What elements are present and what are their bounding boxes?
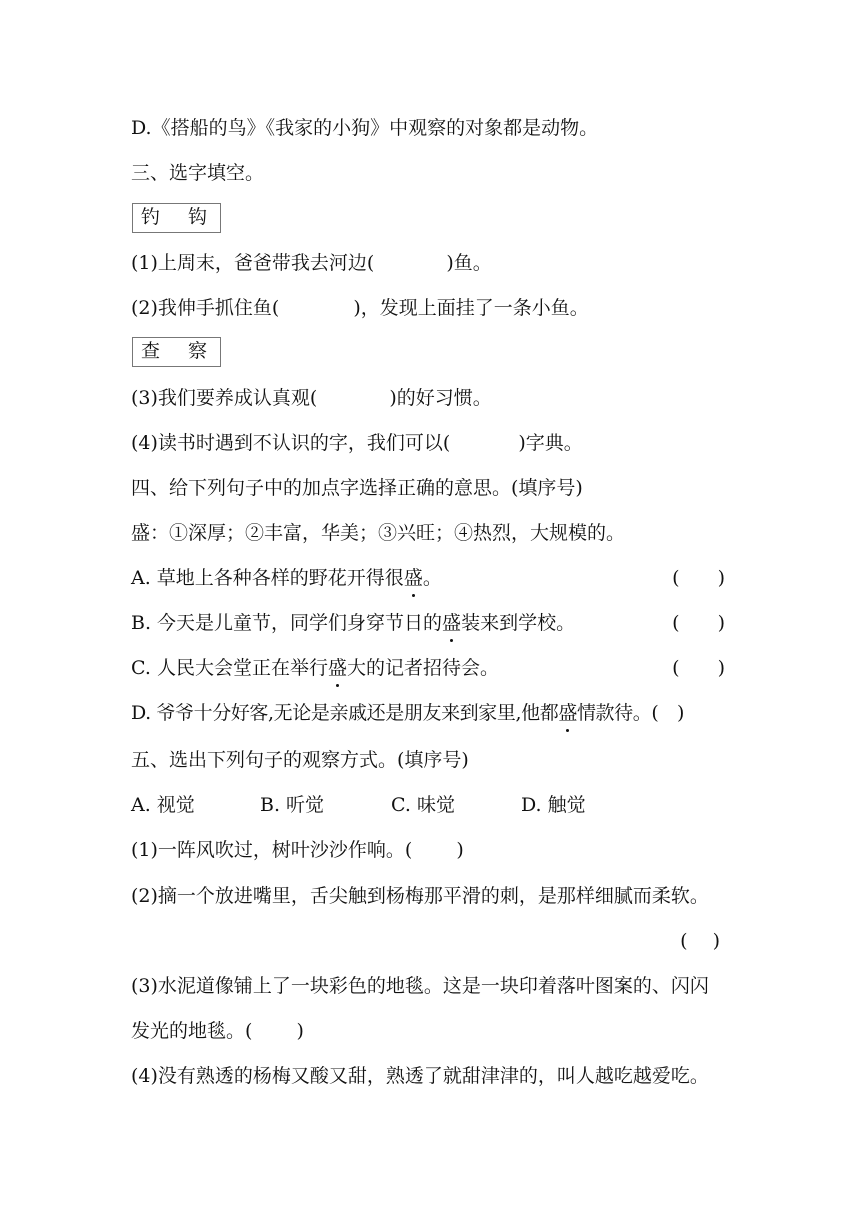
dotted-char: 盛 [442,612,462,634]
section-3-heading: 三、选字填空。 [131,162,265,184]
observe-item-3-line-1: (3)水泥道像铺上了一块彩色的地毯。这是一块印着落叶图案的、闪闪 [131,975,709,997]
question-c: C. 人民大会堂正在举行盛大的记者招待会。 [131,657,499,679]
observe-item-2: (2)摘一个放进嘴里，舌尖触到杨梅那平滑的刺，是那样细腻而柔软。 [131,885,709,907]
observe-item-3-line-2: 发光的地毯。( ) [131,1020,304,1042]
fill-item-4: (4)读书时遇到不认识的字，我们可以( )字典。 [131,432,583,454]
answer-paren-item-2[interactable]: ( ) [680,930,720,952]
dotted-char: 盛 [403,567,423,589]
observe-item-4: (4)没有熟透的杨梅又酸又甜，熟透了就甜津津的，叫人越吃越爱吃。 [131,1065,709,1087]
observe-item-1: (1)一阵风吹过，树叶沙沙作响。( ) [131,839,464,861]
choice-char: 查 [141,340,161,362]
choice-char: 察 [188,340,208,362]
question-a: A. 草地上各种各样的野花开得很盛。 [131,567,442,589]
answer-paren-a[interactable]: ( ) [672,567,725,589]
option-a: A. 视觉 [131,794,195,816]
question-d: D. 爷爷十分好客,无论是亲戚还是朋友来到家里,他都盛情款待。( ) [131,702,684,724]
section-5-heading: 五、选出下列句子的观察方式。(填序号) [131,749,469,771]
option-d: D. 触觉 [521,794,586,816]
choice-char: 钓 [141,206,161,228]
answer-paren-c[interactable]: ( ) [672,657,725,679]
answer-paren-b[interactable]: ( ) [672,612,725,634]
option-d-text: D.《搭船的鸟》《我家的小狗》中观察的对象都是动物。 [131,117,599,139]
char-choice-box-1 [132,203,221,233]
question-b: B. 今天是儿童节，同学们身穿节日的盛装来到学校。 [131,612,576,634]
fill-item-3: (3)我们要养成认真观( )的好习惯。 [131,387,492,409]
dotted-char: 盛 [558,702,577,724]
choice-char: 钩 [188,206,208,228]
observation-options [131,792,736,818]
dotted-char: 盛 [327,657,347,679]
option-b: B. 听觉 [260,794,325,816]
char-choice-box-2 [132,337,221,367]
definitions: 盛：①深厚；②丰富，华美；③兴旺；④热烈，大规模的。 [131,522,626,544]
fill-item-1: (1)上周末，爸爸带我去河边( )鱼。 [131,252,492,274]
section-4-heading: 四、给下列句子中的加点字选择正确的意思。(填序号) [131,477,583,499]
option-c: C. 味觉 [391,794,455,816]
fill-item-2: (2)我伸手抓住鱼( )，发现上面挂了一条小鱼。 [131,297,589,319]
